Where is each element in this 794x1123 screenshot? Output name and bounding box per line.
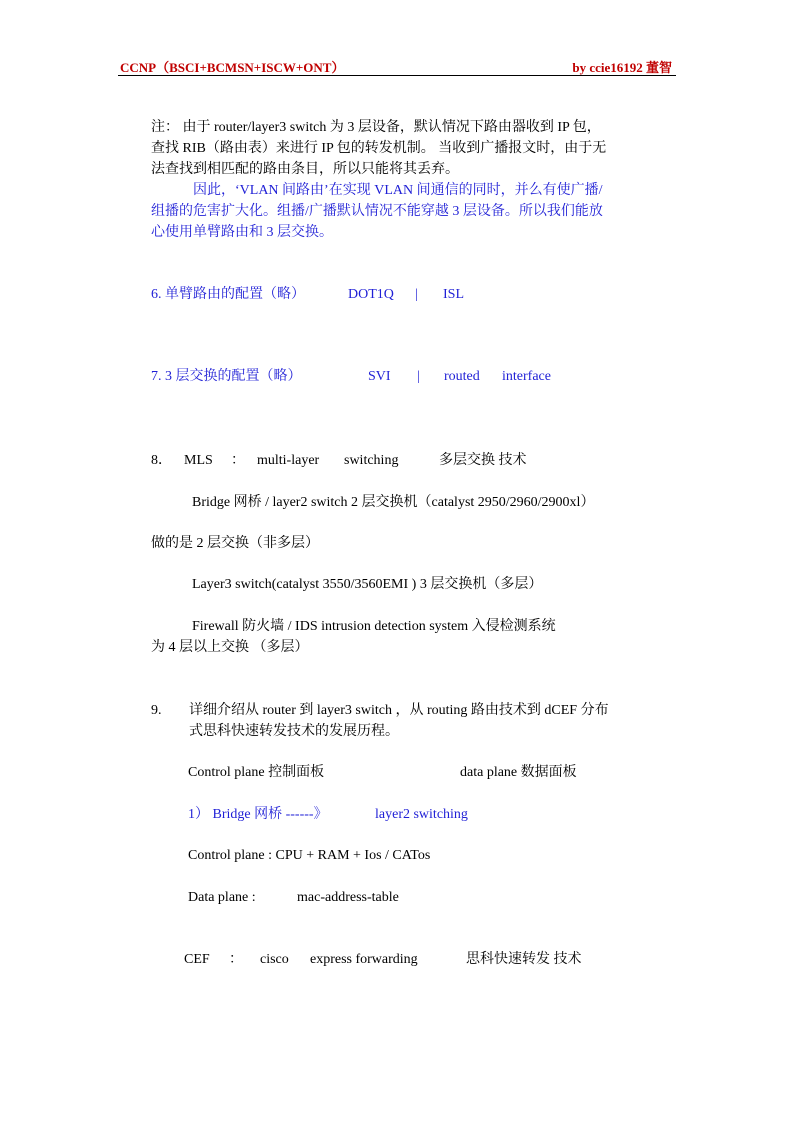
- bridge-note: 做的是 2 层交换（非多层）: [151, 536, 319, 551]
- cef-cisco: cisco: [260, 952, 289, 967]
- section6-separator: |: [415, 287, 418, 302]
- section8-switching: switching: [344, 453, 399, 468]
- section7-svi: SVI: [368, 369, 391, 384]
- note-line-2: 查找 RIB（路由表）来进行 IP 包的转发机制。 当收到广播报文时，由于无: [151, 141, 607, 156]
- section6-isl: ISL: [443, 287, 464, 302]
- section7-separator: |: [417, 369, 420, 384]
- note-line-3: 法查找到相匹配的路由条目，所以只能将其丢弃。: [151, 162, 459, 177]
- section8-desc: 多层交换 技术: [439, 453, 527, 468]
- bridge-line: Bridge 网桥 / layer2 switch 2 层交换机（catalyst 2950/2960/2900xl）: [192, 495, 595, 510]
- note-paragraph: [151, 117, 676, 243]
- section7-interface: interface: [502, 369, 551, 384]
- firewall-line: Firewall 防火墙 / IDS intrusion detection system 入侵检测系统: [192, 619, 556, 634]
- section9-line-1: 详细介绍从 router 到 layer3 switch ，从 routing 路由技术到 dCEF 分布: [189, 703, 609, 718]
- data-plane-label-2: Data plane :: [188, 890, 256, 905]
- data-plane-detail: mac-address-table: [297, 890, 399, 905]
- section6-title: 6. 单臂路由的配置（略）: [151, 287, 305, 302]
- control-plane-detail: Control plane : CPU + RAM + Ios / CATos: [188, 848, 431, 863]
- control-plane-label: Control plane 控制面板: [188, 765, 325, 780]
- section8-mls: MLS: [184, 453, 213, 468]
- data-plane-label: data plane 数据面板: [460, 765, 577, 780]
- note-line-1: 注： 由于 router/layer3 switch 为 3 层设备，默认情况下路由器收到 IP 包，: [151, 120, 601, 135]
- cef-abbr: CEF: [184, 952, 210, 967]
- section8-colon: ：: [231, 453, 245, 468]
- header-rule: [118, 75, 676, 76]
- cef-colon: ：: [229, 952, 243, 967]
- note-line-6: 心使用单臂路由和 3 层交换。: [151, 225, 333, 240]
- section6-dot1q: DOT1Q: [348, 287, 394, 302]
- layer3-line: Layer3 switch(catalyst 3550/3560EMI ) 3 层交换机（多层）: [192, 577, 543, 592]
- section8-multilayer: multi-layer: [257, 453, 320, 468]
- section9-number: 9.: [151, 703, 162, 718]
- section7-title: 7. 3 层交换的配置（略）: [151, 369, 302, 384]
- section7-routed: routed: [444, 369, 480, 384]
- item1-bridge: 1） Bridge 网桥 ------》: [188, 807, 328, 822]
- cef-express-forwarding: express forwarding: [310, 952, 418, 967]
- item1-layer2-switching: layer2 switching: [375, 807, 468, 822]
- section9-line-2: 式思科快速转发技术的发展历程。: [189, 724, 399, 739]
- note-line-4: 因此，‘VLAN 间路由’在实现 VLAN 间通信的同时，并么有使广播/: [193, 183, 603, 198]
- header-title: CCNP（BSCI+BCMSN+ISCW+ONT）: [120, 60, 345, 75]
- section8-number: 8．: [151, 453, 172, 468]
- header-author: by ccie16192 董智: [572, 60, 672, 75]
- cef-desc: 思科快速转发 技术: [466, 952, 582, 967]
- note-line-5: 组播的危害扩大化。组播/广播默认情况不能穿越 3 层设备。所以我们能放: [151, 204, 603, 219]
- firewall-note: 为 4 层以上交换 （多层）: [151, 640, 309, 655]
